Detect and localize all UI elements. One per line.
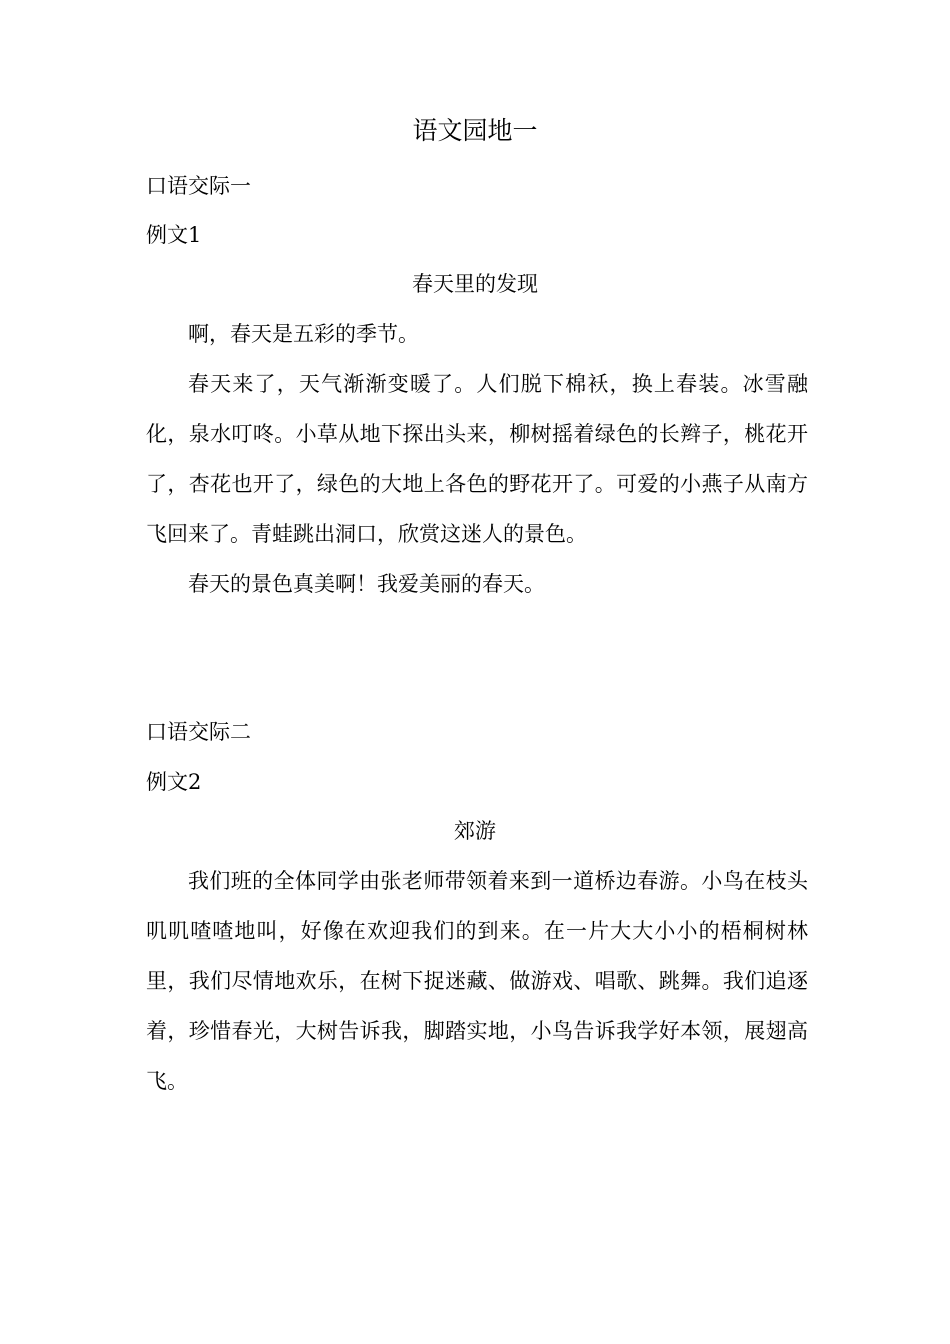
essay1-paragraph-3: 春天的景色真美啊！我爱美丽的春天。 [188, 572, 545, 596]
essay2-paragraph-1: 我们班的全体同学由张老师带领着来到一道桥边春游。小鸟在枝头叽叽喳喳地叫，好像在欢迎我们的到来。在一片大大小小的梧桐树林里，我们尽情地欢乐，在树下捉迷藏、做游戏、唱歌、跳舞。我们追逐着，珍惜春光，大树告诉我，脚踏实地，小鸟告诉我学好本领，展翅高飞。 [146, 869, 808, 1093]
section2-heading: 口语交际二 [146, 720, 251, 744]
essay1-paragraph-2: 春天来了，天气渐渐变暖了。人们脱下棉袄，换上春装。冰雪融化，泉水叮咚。小草从地下探出头来，柳树摇着绿色的长辫子，桃花开了，杏花也开了，绿色的大地上各色的野花开了。可爱的小燕子从南方飞回来了。青蛙跳出洞口，欣赏这迷人的景色。 [146, 372, 808, 546]
section1-heading: 口语交际一 [146, 174, 251, 198]
essay1-paragraph-1: 啊，春天是五彩的季节。 [188, 322, 419, 346]
section2-label: 例文2 [146, 770, 202, 794]
essay1-title: 春天里的发现 [412, 272, 538, 296]
page-title: 语文园地一 [412, 116, 538, 145]
essay2-title: 郊游 [454, 819, 496, 843]
section1-label: 例文1 [146, 223, 202, 247]
